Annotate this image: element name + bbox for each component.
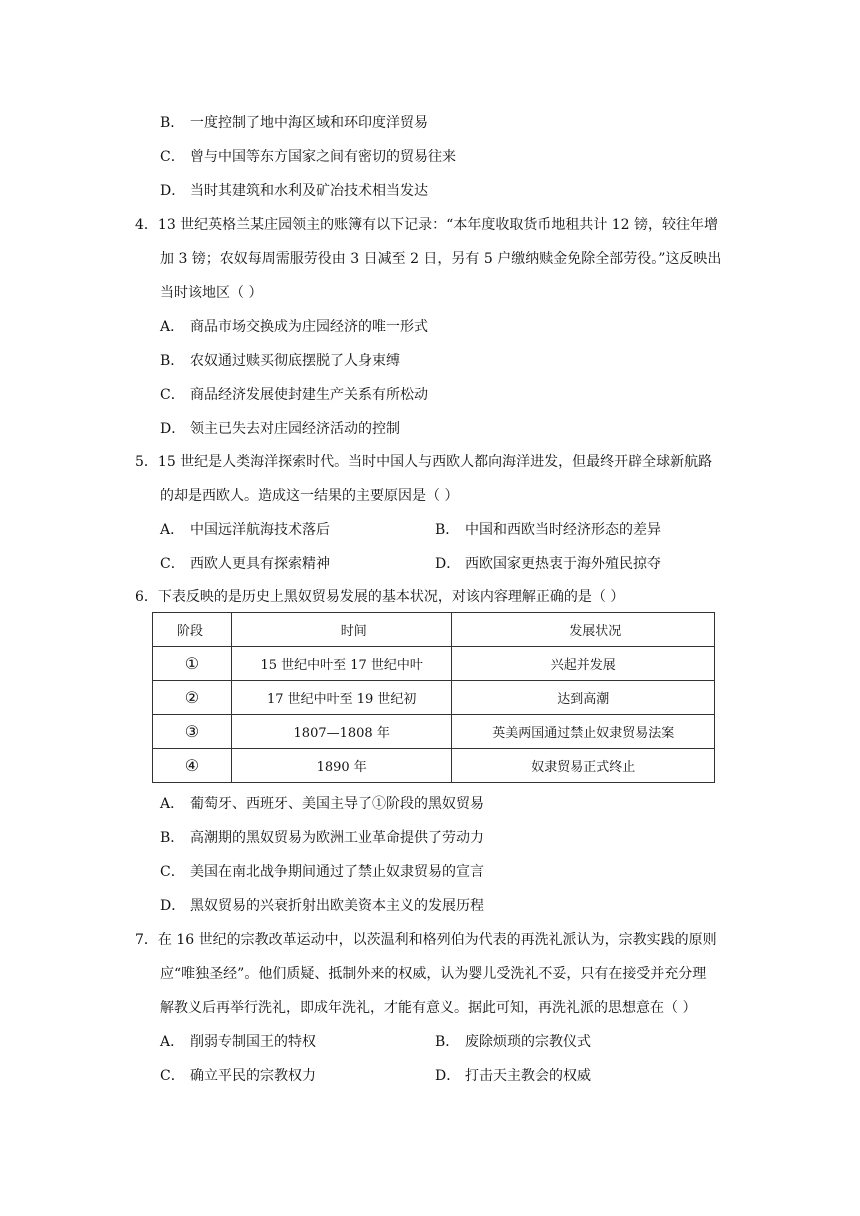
table-header-cell: 发展状况 [452,613,715,647]
q7-stem-line-1: 7．在 16 世纪的宗教改革运动中，以茨温利和格列伯为代表的再洗礼派认为，宗教实践的原则 [135,932,717,948]
option-text: 确立平民的宗教权力 [190,1068,316,1084]
table-row [153,681,715,715]
option-key: C． [160,556,185,572]
q7-option-d[interactable] [435,1065,591,1085]
option-text: 废除烦琐的宗教仪式 [465,1034,591,1050]
option-text: 曾与中国等东方国家之间有密切的贸易往来 [190,149,456,165]
table-row [153,647,715,681]
option-key: D． [160,421,186,437]
option-key: C． [160,387,185,403]
option-text: 削弱专制国王的特权 [190,1034,316,1050]
table-cell: 英美两国通过禁止奴隶贸易法案 [452,715,715,749]
option-text: 高潮期的黑奴贸易为欧洲工业革命提供了劳动力 [190,830,484,846]
option-key: A． [160,522,185,538]
option-key: A． [160,796,185,812]
option-text: 打击天主教会的权威 [465,1068,591,1084]
option-text: 葡萄牙、西班牙、美国主导了①阶段的黑奴贸易 [190,796,484,812]
option-key: C． [160,864,185,880]
option-text: 农奴通过赎买彻底摆脱了人身束缚 [190,353,400,369]
table-cell: 奴隶贸易正式终止 [452,749,715,783]
table-cell: 兴起并发展 [452,647,715,681]
q6-option-d[interactable] [160,895,484,915]
option-text: 一度控制了地中海区域和环印度洋贸易 [190,115,428,131]
q5-option-c[interactable] [160,553,330,573]
slave-trade-table [152,612,715,783]
option-text: 西欧国家更热衷于海外殖民掠夺 [465,556,661,572]
q7-option-c[interactable] [160,1065,316,1085]
option-text: 当时其建筑和水利及矿冶技术相当发达 [190,183,428,199]
table-header-cell: 阶段 [153,613,232,647]
table-row [153,749,715,783]
table-cell: 1807—1808 年 [231,715,452,749]
q5-stem-line-1: 5．15 世纪是人类海洋探索时代。当时中国人与西欧人都向海洋进发，但最终开辟全球新航路 [135,454,713,470]
option-key: B． [160,353,185,369]
table-header-row [153,613,715,647]
option-key: D． [160,183,186,199]
option-key: C． [160,149,185,165]
option-text: 美国在南北战争期间通过了禁止奴隶贸易的宣言 [190,864,484,880]
table-cell: 1890 年 [231,749,452,783]
table-cell: 17 世纪中叶至 19 世纪初 [231,681,452,715]
table-cell: ③ [153,715,232,749]
q6-option-b[interactable] [160,827,484,847]
option-key: D． [435,556,461,572]
option-text: 中国和西欧当时经济形态的差异 [465,522,661,538]
q3-option-d[interactable] [160,180,428,200]
q5-option-b[interactable] [435,519,661,539]
option-key: A． [160,1034,185,1050]
q7-stem-line-2: 应“唯独圣经”。他们质疑、抵制外来的权威，认为婴儿受洗礼不妥，只有在接受并充分理 [160,966,707,982]
option-text: 中国远洋航海技术落后 [190,522,330,538]
q6-option-a[interactable] [160,793,484,813]
q4-stem-line-3: 当时该地区（ ） [160,285,263,301]
option-text: 领主已失去对庄园经济活动的控制 [190,421,400,437]
q5-option-d[interactable] [435,553,661,573]
table-cell: ④ [153,749,232,783]
table-cell: ② [153,681,232,715]
option-key: D． [160,898,186,914]
option-text: 商品经济发展使封建生产关系有所松动 [190,387,428,403]
q4-option-b[interactable] [160,350,400,370]
table-cell: 达到高潮 [452,681,715,715]
q4-option-c[interactable] [160,384,428,404]
q4-stem-line-2: 加 3 镑；农奴每周需服劳役由 3 日减至 2 日，另有 5 户缴纳赎金免除全部劳役。”这反映出 [160,251,722,267]
q7-option-a[interactable] [160,1031,316,1051]
option-key: C． [160,1068,185,1084]
option-key: B． [435,1034,460,1050]
option-key: B． [160,830,185,846]
q6-option-c[interactable] [160,861,484,881]
table-row [153,715,715,749]
q5-option-a[interactable] [160,519,330,539]
q3-option-b[interactable] [160,112,428,132]
q7-option-b[interactable] [435,1031,591,1051]
q7-stem-line-3: 解教义后再举行洗礼，即成年洗礼，才能有意义。据此可知，再洗礼派的思想意在（ ） [160,1000,697,1016]
q5-stem-line-2: 的却是西欧人。造成这一结果的主要原因是（ ） [160,488,459,504]
table-cell: 15 世纪中叶至 17 世纪中叶 [231,647,452,681]
option-text: 西欧人更具有探索精神 [190,556,330,572]
option-key: B． [435,522,460,538]
option-text: 黑奴贸易的兴衰折射出欧美资本主义的发展历程 [190,898,484,914]
option-key: B． [160,115,185,131]
table-header-cell: 时间 [231,613,452,647]
table-cell: ① [153,647,232,681]
q6-stem-line-1: 6．下表反映的是历史上黑奴贸易发展的基本状况，对该内容理解正确的是（ ） [135,589,625,605]
q4-stem-line-1: 4．13 世纪英格兰某庄园领主的账簿有以下记录：“本年度收取货币地租共计 12 镑，较往年增 [135,217,719,233]
q4-option-d[interactable] [160,418,400,438]
option-text: 商品市场交换成为庄园经济的唯一形式 [190,319,428,335]
q4-option-a[interactable] [160,316,428,336]
q3-option-c[interactable] [160,146,456,166]
option-key: D． [435,1068,461,1084]
option-key: A． [160,319,185,335]
